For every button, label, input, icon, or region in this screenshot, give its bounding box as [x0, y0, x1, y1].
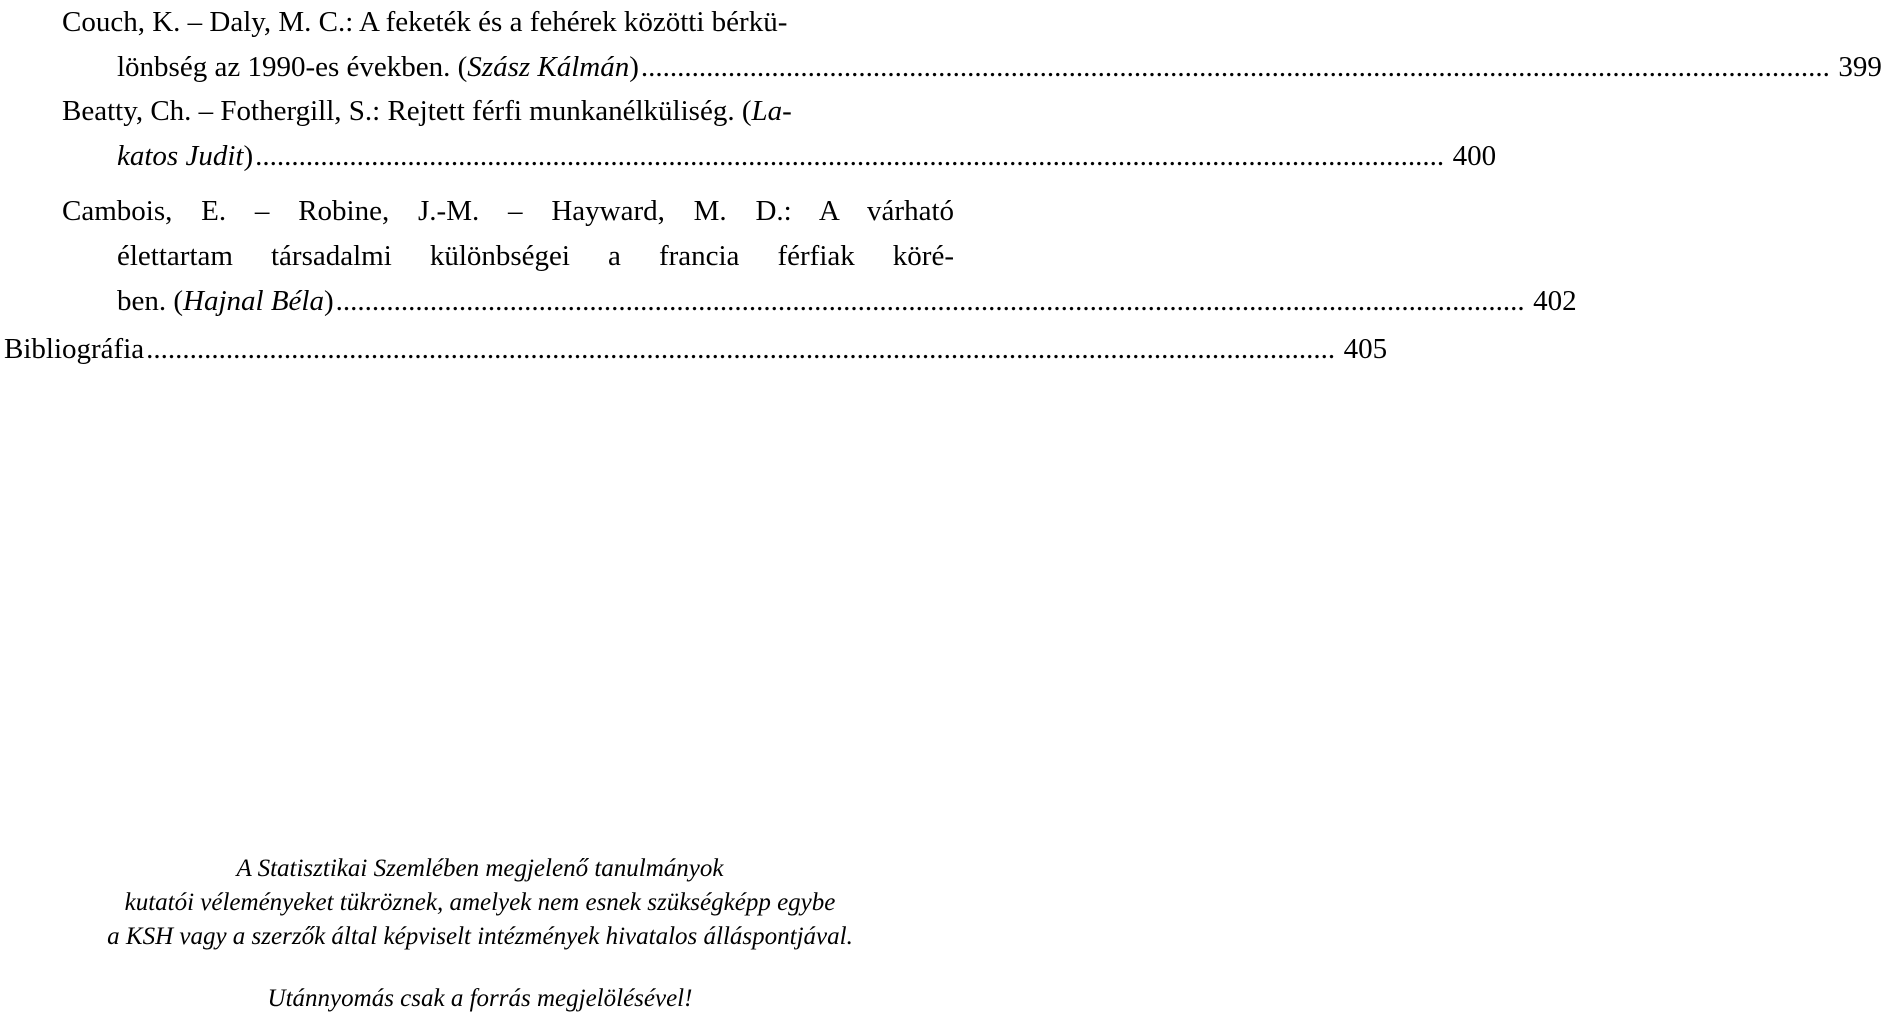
disclaimer-line: A Statisztikai Szemlében megjelenő tanulmányok — [236, 855, 724, 882]
entry-authors: Couch, K. – Daly, M. C.: — [62, 6, 354, 38]
dot-leader: .................................................................................................................................................................... — [255, 140, 1445, 172]
toc-entry-line — [62, 234, 954, 279]
page-number[interactable]: 399 — [1838, 51, 1882, 83]
entry-title-continued: lönbség az 1990-es években. (Szász Kálmán) — [117, 51, 639, 83]
toc-entry-beatty-fothergill — [62, 89, 1497, 179]
toc-entry-line — [62, 134, 1497, 179]
entry-title-continued: élettartam társadalmi különbségei a francia férfiak köré- — [117, 240, 954, 272]
dot-leader: .................................................................................................................................................................... — [640, 51, 1830, 83]
dot-leader: .................................................................................................................................................................... — [146, 333, 1336, 365]
dot-leader: .................................................................................................................................................................... — [335, 285, 1525, 317]
entry-title: Bibliográfia — [4, 333, 145, 365]
entry-reviewer: Szász Kálmán — [467, 51, 630, 83]
entry-reviewer: Hajnal Béla — [183, 285, 324, 317]
toc-entry-line — [62, 189, 954, 234]
toc-entry-line — [62, 45, 1882, 90]
disclaimer-line: kutatói véleményeket tükröznek, amelyek nem esnek szükségképp egybe — [124, 889, 836, 916]
entry-title: A feketék és a fehérek közötti bérkü- — [353, 6, 788, 38]
page-number[interactable]: 400 — [1452, 140, 1497, 172]
toc-entry-bibliografia — [4, 327, 1388, 372]
page-number[interactable]: 405 — [1343, 333, 1388, 365]
entry-title-continued: ben. (Hajnal Béla) — [117, 285, 334, 317]
toc-entry-line — [62, 0, 954, 45]
entry-reviewer: La- — [751, 95, 792, 127]
entry-title: A várható — [791, 195, 954, 227]
toc-entry-line — [62, 279, 1577, 324]
reprint-line: Utánnyomás csak a forrás megjelölésével! — [267, 985, 693, 1012]
reprint-notice — [0, 982, 960, 1016]
disclaimer-note — [0, 852, 960, 954]
page-number[interactable]: 402 — [1533, 285, 1577, 317]
toc-entry-couch-daly — [62, 0, 1882, 90]
disclaimer-line: a KSH vagy a szerzők által képviselt intézmények hivatalos álláspontjával. — [107, 923, 853, 950]
toc-entry-cambois-robine-hayward — [62, 189, 1577, 324]
toc-entry-line — [62, 89, 954, 134]
entry-reviewer-continued: katos Judit) — [117, 140, 254, 172]
entry-authors: Beatty, Ch. – Fothergill, S.: — [62, 95, 381, 127]
entry-authors: Cambois, E. – Robine, J.-M. – Hayward, M. D.: — [62, 195, 792, 227]
toc-entry-line — [4, 327, 1388, 372]
entry-title: Rejtett férfi munkanélküliség. ( — [380, 95, 752, 127]
